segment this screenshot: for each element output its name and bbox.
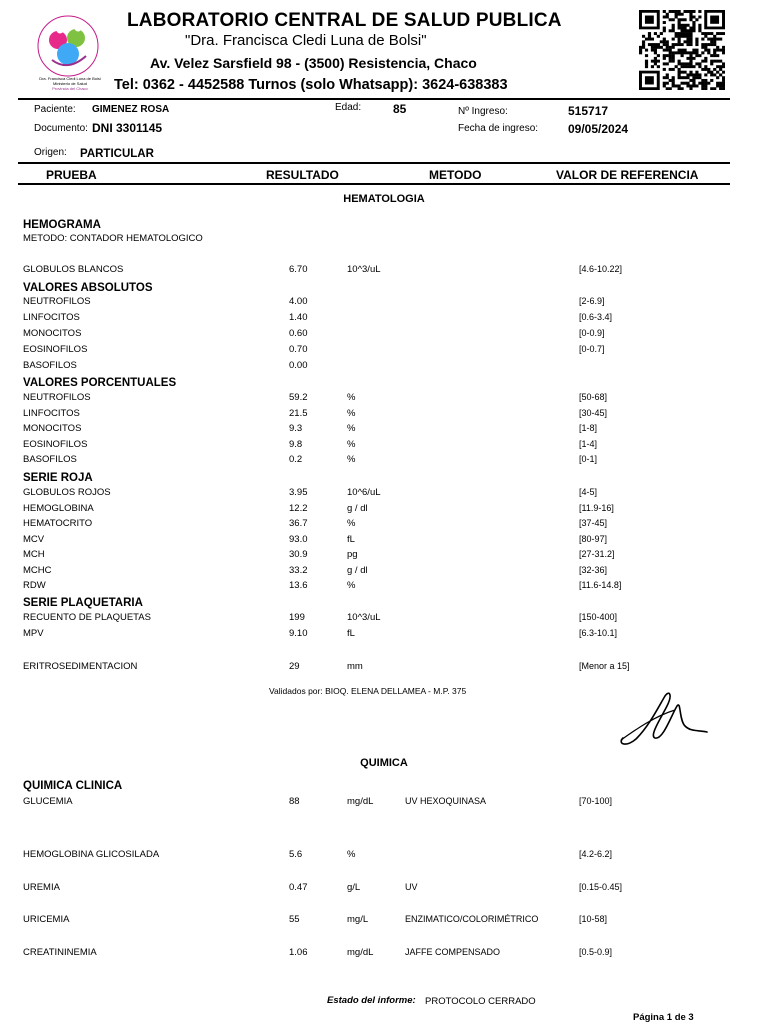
page-number: Página 1 de 3 [633, 1012, 694, 1023]
test-reference: [1-8] [579, 423, 598, 433]
test-result: 6.70 [289, 264, 308, 275]
test-reference: [0.15-0.45] [579, 882, 623, 892]
test-name: NEUTROFILOS [23, 392, 91, 403]
lab-address: Av. Velez Sarsfield 98 - (3500) Resistencia, Chaco [150, 55, 477, 71]
test-unit: % [347, 454, 356, 465]
test-reference: [32-36] [579, 564, 608, 575]
test-reference: [150-400] [579, 612, 618, 622]
result-row [0, 612, 768, 626]
group-percentage-values: VALORES PORCENTUALES [23, 377, 177, 389]
test-unit: mg/dL [347, 796, 374, 807]
test-name: CREATININEMIA [23, 947, 97, 958]
test-unit: % [347, 518, 356, 529]
test-reference: [2-6.9] [579, 296, 605, 306]
result-row [0, 503, 768, 517]
result-row [0, 565, 768, 579]
test-name: MCH [23, 549, 45, 560]
section-quimica: QUIMICA [360, 757, 408, 769]
test-method: UV [405, 882, 418, 892]
report-status-label: Estado del informe: [327, 995, 416, 1006]
test-name: LINFOCITOS [23, 407, 80, 419]
group-clinical-chemistry: QUIMICA CLINICA [23, 780, 123, 792]
test-unit: g / dl [347, 502, 368, 514]
lab-phone: Tel: 0362 - 4452588 Turnos (solo Whatsapp): 3624-638383 [114, 77, 508, 93]
document-value: DNI 3301145 [92, 121, 163, 135]
columns-top-rule [18, 162, 730, 164]
test-result: 88 [289, 796, 300, 807]
hemogram-title: HEMOGRAMA [23, 219, 101, 231]
test-unit: % [347, 392, 356, 403]
test-reference: [37-45] [579, 518, 608, 528]
test-name: URICEMIA [23, 914, 70, 925]
origin-value: PARTICULAR [80, 148, 154, 160]
svg-text:Provincia del Chaco: Provincia del Chaco [52, 86, 88, 91]
test-reference: [0-0.7] [579, 344, 605, 354]
test-name: EOSINOFILOS [23, 344, 88, 355]
test-reference: [0.6-3.4] [579, 312, 613, 322]
test-name: GLOBULOS ROJOS [23, 487, 111, 498]
test-reference: [80-97] [579, 533, 608, 544]
result-row [0, 914, 768, 928]
test-unit: g/L [347, 882, 361, 893]
lab-logo [30, 10, 110, 92]
test-reference: [11.9-16] [579, 502, 614, 513]
test-result: 1.40 [289, 312, 308, 323]
column-test: PRUEBA [46, 168, 97, 182]
test-unit: 10^6/uL [347, 487, 381, 498]
test-result: 0.70 [289, 344, 308, 355]
test-name: MONOCITOS [23, 423, 82, 434]
report-status: PROTOCOLO CERRADO [425, 996, 536, 1007]
test-unit: pg [347, 549, 358, 560]
test-result: 0.60 [289, 328, 308, 339]
test-name: ERITROSEDIMENTACION [23, 661, 138, 672]
test-unit: mg/dL [347, 947, 374, 958]
test-reference: [30-45] [579, 407, 608, 418]
result-row [0, 947, 768, 961]
result-row [0, 408, 768, 422]
test-result: 1.06 [289, 947, 308, 958]
validated-by: Validados por: BIOQ. ELENA DELLAMEA - M.P. 375 [269, 686, 467, 696]
ingress-value: 515717 [568, 104, 609, 118]
group-absolute-values: VALORES ABSOLUTOS [23, 282, 153, 294]
document-label: Documento: [34, 123, 88, 134]
result-row-wbc [0, 264, 768, 278]
result-row [0, 423, 768, 437]
test-name: HEMOGLOBINA [23, 502, 94, 514]
test-unit: g / dl [347, 564, 368, 576]
test-unit: % [347, 423, 356, 434]
test-name: NEUTROFILOS [23, 296, 91, 307]
age-label: Edad: [335, 102, 362, 113]
result-row [0, 549, 768, 563]
test-result: 55 [289, 914, 300, 925]
result-row [0, 796, 768, 810]
test-result: 5.6 [289, 849, 303, 860]
test-result: 9.8 [289, 438, 303, 450]
test-unit: fL [347, 533, 355, 545]
test-unit: 10^3/uL [347, 264, 381, 275]
origin-label: Origen: [34, 147, 67, 158]
result-row-esr [0, 661, 768, 675]
result-row [0, 312, 768, 326]
test-name: RECUENTO DE PLAQUETAS [23, 612, 151, 623]
test-reference: [4.6-10.22] [579, 264, 623, 274]
column-result: RESULTADO [266, 168, 339, 182]
test-unit: fL [347, 627, 355, 639]
test-result: 199 [289, 612, 305, 623]
result-row [0, 454, 768, 468]
group-red-series: SERIE ROJA [23, 472, 93, 484]
test-reference: [70-100] [579, 796, 613, 806]
result-row [0, 360, 768, 374]
test-name: GLUCEMIA [23, 796, 73, 807]
test-reference: [0-0.9] [579, 328, 605, 338]
test-unit: % [347, 580, 356, 591]
result-row [0, 487, 768, 501]
result-row [0, 628, 768, 642]
result-row [0, 439, 768, 453]
test-unit: 10^3/uL [347, 612, 381, 623]
test-result: 12.2 [289, 502, 308, 514]
svg-text:Ministerio de Salud: Ministerio de Salud [52, 81, 88, 86]
section-hematologia: HEMATOLOGIA [343, 193, 425, 205]
columns-bottom-rule [18, 183, 730, 185]
test-method: JAFFE COMPENSADO [405, 947, 501, 957]
patient-name: GIMENEZ ROSA [92, 104, 170, 115]
test-result: 33.2 [289, 564, 308, 576]
test-unit: mm [347, 661, 363, 672]
header-divider [18, 98, 730, 100]
test-name: EOSINOFILOS [23, 438, 88, 450]
test-result: 3.95 [289, 487, 308, 498]
test-method: ENZIMATICO/COLORIMÉTRICO [405, 914, 539, 924]
test-name: RDW [23, 580, 46, 591]
test-name: BASOFILOS [23, 360, 77, 371]
test-result: 9.10 [289, 627, 308, 639]
lab-title: LABORATORIO CENTRAL DE SALUD PUBLICA [127, 10, 562, 31]
test-result: 30.9 [289, 549, 308, 560]
test-result: 93.0 [289, 533, 308, 545]
result-row [0, 392, 768, 406]
result-row [0, 580, 768, 594]
qr-code [639, 10, 725, 90]
test-reference: [Menor a 15] [579, 661, 630, 671]
test-result: 4.00 [289, 296, 308, 307]
test-name: MCV [23, 533, 45, 545]
test-result: 59.2 [289, 392, 308, 403]
test-reference: [27-31.2] [579, 549, 615, 559]
test-reference: [1-4] [579, 438, 598, 449]
result-row [0, 518, 768, 532]
test-name: MPV [23, 627, 44, 639]
hemogram-method: METODO: CONTADOR HEMATOLOGICO [23, 233, 203, 244]
test-result: 13.6 [289, 580, 308, 591]
date-value: 09/05/2024 [568, 122, 629, 136]
test-reference: [50-68] [579, 392, 608, 402]
test-unit: % [347, 438, 356, 450]
test-name: HEMOGLOBINA GLICOSILADA [23, 849, 160, 860]
result-row [0, 882, 768, 896]
age-value: 85 [393, 102, 407, 116]
test-reference: [0-1] [579, 454, 598, 464]
patient-label: Paciente: [34, 104, 76, 115]
test-unit: % [347, 407, 356, 419]
test-method: UV HEXOQUINASA [405, 796, 487, 806]
test-result: 29 [289, 661, 300, 672]
test-result: 36.7 [289, 518, 308, 529]
test-reference: [10-58] [579, 914, 608, 924]
test-name: UREMIA [23, 882, 60, 893]
test-result: 0.2 [289, 454, 303, 465]
svg-text:Dra. Francisca Cledi Luna de B: Dra. Francisca Cledi Luna de Bolsi [39, 76, 101, 81]
result-row [0, 296, 768, 310]
date-label: Fecha de ingreso: [458, 123, 539, 134]
test-name: BASOFILOS [23, 454, 77, 465]
test-unit: % [347, 849, 356, 860]
ingress-label: Nº Ingreso: [458, 106, 508, 117]
test-reference: [6.3-10.1] [579, 627, 618, 638]
test-reference: [4-5] [579, 487, 598, 497]
test-result: 0.00 [289, 360, 308, 371]
column-reference: VALOR DE REFERENCIA [556, 168, 699, 182]
test-reference: [4.2-6.2] [579, 849, 613, 859]
result-row [0, 534, 768, 548]
test-name: MONOCITOS [23, 328, 82, 339]
result-row [0, 849, 768, 863]
lab-subtitle: "Dra. Francisca Cledi Luna de Bolsi" [185, 32, 427, 49]
test-result: 21.5 [289, 407, 308, 419]
test-reference: [11.6-14.8] [579, 580, 622, 590]
test-reference: [0.5-0.9] [579, 947, 613, 957]
test-result: 9.3 [289, 423, 303, 434]
result-row [0, 344, 768, 358]
test-name: HEMATOCRITO [23, 518, 93, 529]
result-row [0, 328, 768, 342]
group-platelet-series: SERIE PLAQUETARIA [23, 597, 143, 609]
signature [615, 686, 725, 755]
test-unit: mg/L [347, 914, 369, 925]
test-result: 0.47 [289, 882, 308, 893]
test-name: GLOBULOS BLANCOS [23, 264, 124, 275]
test-name: LINFOCITOS [23, 312, 80, 323]
column-method: METODO [429, 168, 482, 182]
test-name: MCHC [23, 564, 52, 576]
